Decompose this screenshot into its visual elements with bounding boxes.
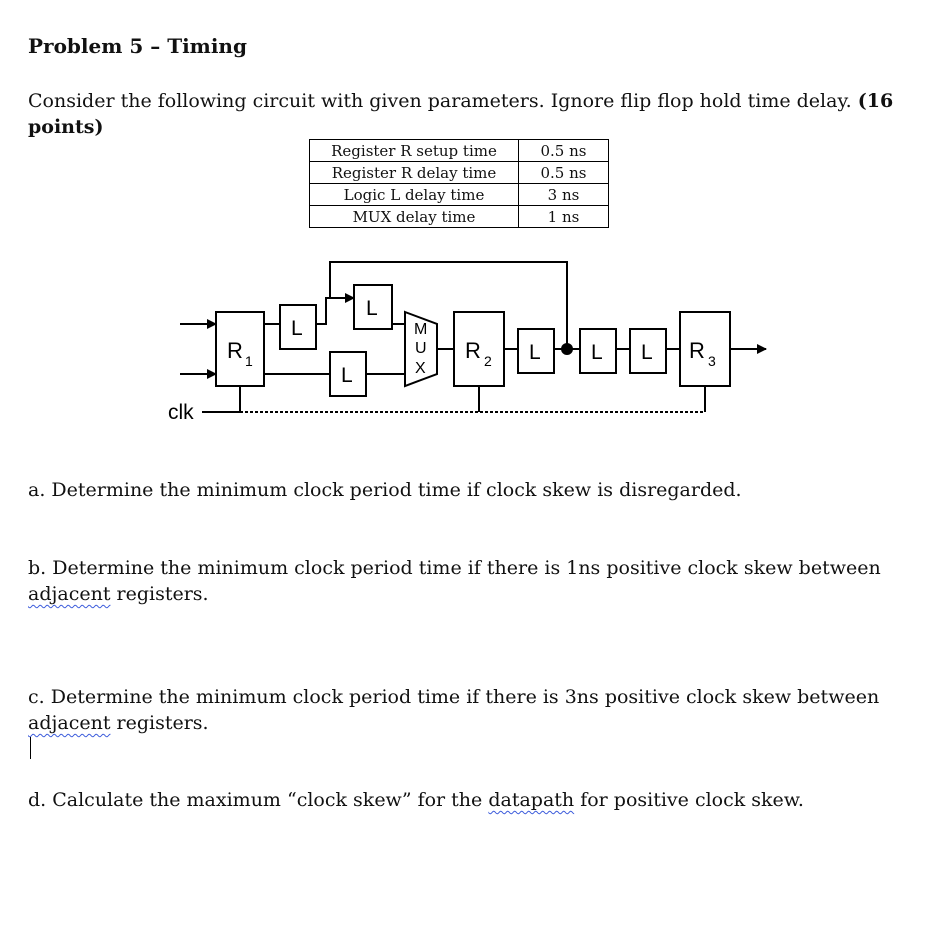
r1-label: R bbox=[227, 338, 243, 363]
junction-dot bbox=[561, 343, 573, 355]
question-b-line1: b. Determine the minimum clock period time if there is 1ns positive clock skew between bbox=[28, 557, 881, 579]
param-label: Logic L delay time bbox=[310, 184, 519, 206]
clk-label: clk bbox=[168, 401, 194, 424]
question-d-word: datapath bbox=[488, 789, 575, 811]
r2-label: R bbox=[465, 338, 481, 363]
logic-label-5: L bbox=[529, 341, 541, 364]
r1-subscript: 1 bbox=[245, 353, 253, 369]
wire-l1-to-l2 bbox=[316, 298, 354, 324]
r3-label: R bbox=[689, 338, 705, 363]
param-label: Register R delay time bbox=[310, 162, 519, 184]
question-c-rest: registers. bbox=[110, 712, 209, 734]
r2-subscript: 2 bbox=[484, 353, 492, 369]
logic-label-4: L bbox=[341, 364, 353, 387]
question-b-word: adjacent bbox=[28, 583, 111, 605]
param-label: Register R setup time bbox=[310, 140, 519, 162]
logic-label-7: L bbox=[641, 341, 653, 364]
logic-label-1: L bbox=[291, 317, 303, 340]
r3-subscript: 3 bbox=[708, 353, 716, 369]
problem-title: Problem 5 – Timing bbox=[28, 34, 247, 58]
question-b bbox=[28, 555, 881, 607]
logic-label-6: L bbox=[591, 341, 603, 364]
mux-label-x: X bbox=[415, 360, 426, 377]
question-d-pre: d. Calculate the maximum “clock skew” for the bbox=[28, 789, 489, 811]
question-c-line1: c. Determine the minimum clock period time if there is 3ns positive clock skew between bbox=[28, 686, 880, 708]
intro-points-a: (16 bbox=[857, 90, 894, 112]
intro-points-b: points) bbox=[28, 116, 104, 138]
param-value: 1 ns bbox=[519, 206, 609, 228]
question-d-post: for positive clock skew. bbox=[574, 789, 804, 811]
question-d bbox=[28, 787, 804, 813]
param-label: MUX delay time bbox=[310, 206, 519, 228]
question-a: a. Determine the minimum clock period time if clock skew is disregarded. bbox=[28, 479, 742, 501]
question-c-word: adjacent bbox=[28, 712, 111, 734]
question-c bbox=[28, 684, 879, 736]
param-value: 0.5 ns bbox=[519, 162, 609, 184]
param-value: 3 ns bbox=[519, 184, 609, 206]
question-b-rest: registers. bbox=[110, 583, 209, 605]
mux-label-u: U bbox=[415, 340, 427, 357]
text-cursor bbox=[30, 737, 31, 759]
logic-label-2: L bbox=[366, 297, 378, 320]
register-r3 bbox=[680, 312, 730, 386]
mux-label-m: M bbox=[414, 321, 428, 338]
intro-text: Consider the following circuit with given parameters. Ignore flip flop hold time delay. bbox=[28, 90, 852, 112]
param-value: 0.5 ns bbox=[519, 140, 609, 162]
